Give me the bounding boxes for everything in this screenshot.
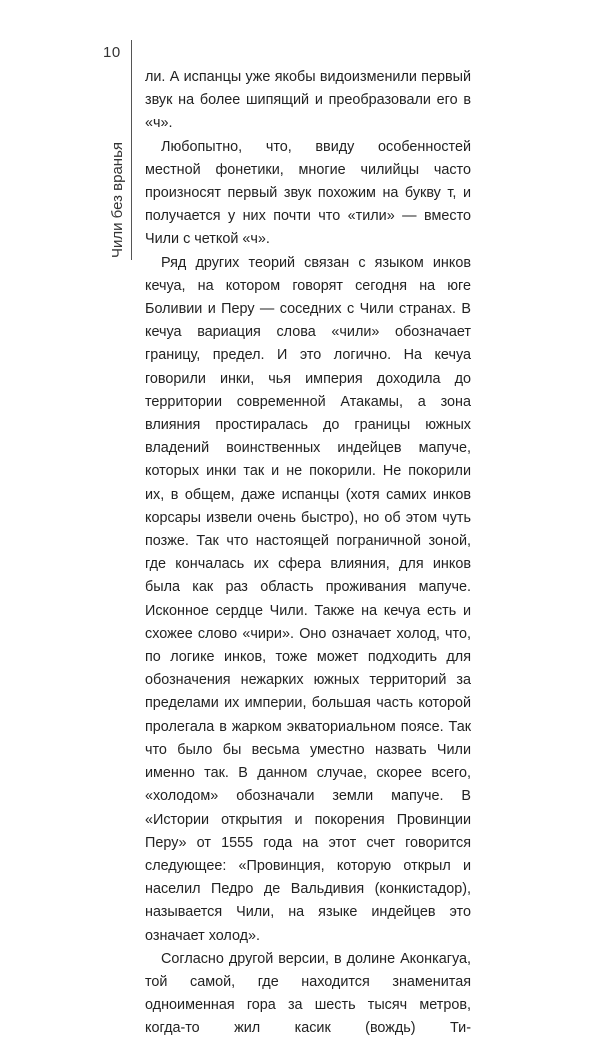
paragraph-phonetics: Любопытно, что, ввиду особенностей местной фонетики, многие чилийцы часто произносят первый звук похожим на букву т, и получается у них почти что «тили» — вместо Чили с четкой «ч». xyxy=(145,138,471,248)
page-number: 10 xyxy=(103,44,121,61)
paragraph-quechua-theory: Ряд других теорий связан с языком инков кечуа, на котором говорят сегодня на юге Боливии и Перу — соседних с Чили странах. В кечуа вариация слова «чили» обозначает границу, предел. И это логично. На кечуа говорили инки, чья империя доходила до территории современной Атакамы, а зона влияния простиралась до границы южных владений воинственных индейцев мапуче, которых инки так и не покорили. Не покорили их, в общем, даже испанцы (хотя самих инков корсары извели очень быстро), но об этом чуть позже. Так что настоящей пограничной зоной, где кончалась их сфера влияния, для инков была как раз область проживания мапуче. Исконное сердце Чили. Также на кечуа есть и схожее слово «чири». Оно означает холод, что, по логике инков, тоже может подходить для обозначения нежарких южных территорий за пределами их империи, большая часть которой пролегала в жарком экваториальном поясе. Так что было бы весьма уместно назвать Чили именно так. В данном случае, скорее всего, «холодом» обозначали земли мапуче. В «Истории открытия и покорения Провинции Перу» от 1555 года на этот счет говорится следующее: «Провинция, которую открыл и населил Педро де Вальдивия (конкистадор), называется Чили, на языке индейцев это означает холод». xyxy=(145,254,471,944)
paragraph-aconcagua: Согласно другой версии, в долине Аконкагуа, той самой, где находится знаменитая одноименная гора за шесть тысяч метров, когда-то жил касик (вождь) Ти- xyxy=(145,950,471,1037)
body-text xyxy=(145,66,471,1041)
paragraph-continuation: ли. А испанцы уже якобы видоизменили первый звук на более шипящий и преобразовали его в «ч». xyxy=(145,69,471,132)
margin-rule xyxy=(131,40,132,260)
running-head: Чили без вранья xyxy=(109,141,126,258)
